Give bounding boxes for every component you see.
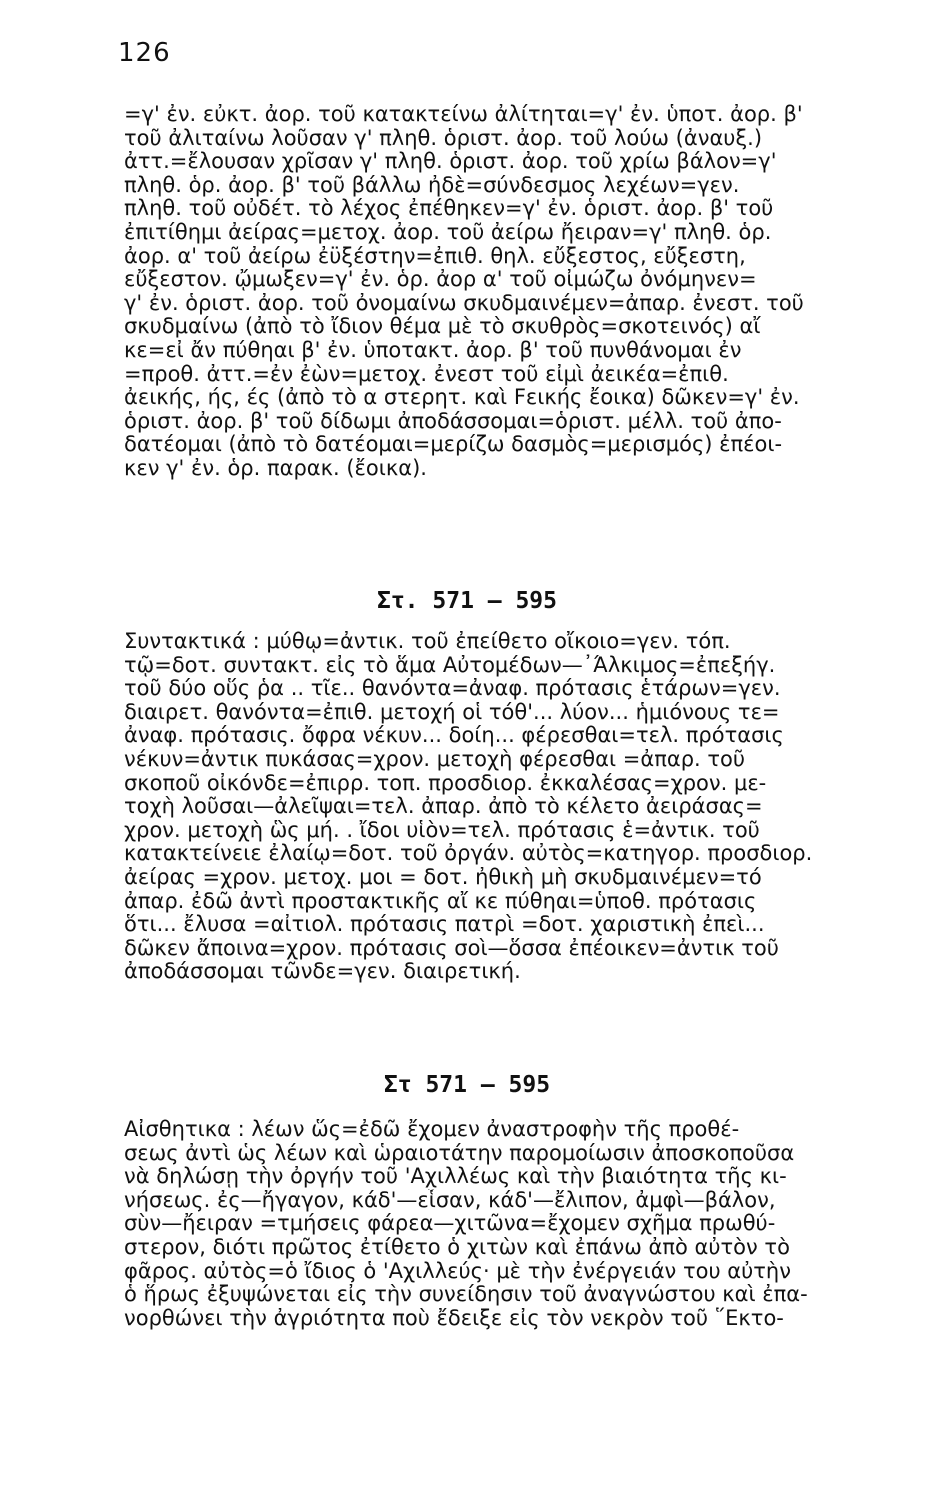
text-line: τοῦ δύο οὕς ῥα .. τῖε.. θανόντα=ἀναφ. πρότασις ἑτάρων=γεν.: [124, 677, 781, 701]
text-line: σκυδμαίνω (ἀπὸ τὸ ἴδιον θέμα μὲ τὸ σκυθρὸς=σκοτεινός) αἴ: [124, 315, 761, 339]
text-line: ἀποδάσσομαι τῶνδε=γεν. διαιρετική.: [124, 960, 521, 984]
text-line: στερον, διότι πρῶτος ἐτίθετο ὁ χιτὼν καὶ ἐπάνω ἀπὸ αὐτὸν τὸ: [124, 1235, 790, 1259]
text-line: σκοποῦ οἰκόνδε=ἐπιρρ. τοπ. προσδιορ. ἐκκαλέσας=χρον. με-: [124, 771, 767, 795]
text-line: νέκυν=ἀντικ πυκάσας=χρον. μετοχὴ φέρεσθαι =ἀπαρ. τοῦ: [124, 747, 746, 771]
text-line: ὅτι... ἔλυσα =αἰτιολ. πρότασις πατρὶ =δοτ. χαριστικὴ ἐπεὶ...: [124, 913, 765, 937]
text-line: ἀεικής, ής, ές (ἀπὸ τὸ α στερητ. καὶ Fεικής ἔοικα) δῶκεν=γ' ἐν.: [124, 386, 800, 410]
text-line: πληθ. τοῦ οὐδέτ. τὸ λέχος ἐπέθηκεν=γ' ἐν. ὁριστ. ἀορ. β' τοῦ: [124, 197, 774, 221]
text-line: ἀττ.=ἔλουσαν χρῖσαν γ' πληθ. ὁριστ. ἀορ. τοῦ χρίω βάλον=γ': [124, 150, 777, 174]
section-heading: Στ 571 — 595: [383, 1072, 551, 1098]
text-line: νορθώνει τὴν ἀγριότητα ποὺ ἔδειξε εἰς τὸν νεκρὸν τοῦ ῞Εκτο-: [124, 1306, 784, 1330]
syntax-notes-block: [124, 630, 924, 984]
text-line: δῶκεν ἄποινα=χρον. πρότασις σοὶ—ὅσσα ἐπέοικεν=ἀντικ τοῦ: [124, 936, 779, 960]
page-number: 126: [118, 38, 171, 68]
text-line: ἀείρας =χρον. μετοχ. μοι = δοτ. ἠθικὴ μὴ σκυδμαινέμεν=τό: [124, 865, 762, 889]
text-line: Αἰσθητικα : λέων ὥς=ἐδῶ ἔχομεν ἀναστροφὴν τῆς προθέ-: [124, 1118, 740, 1141]
text-line: =γ' ἐν. εὐκτ. ἀορ. τοῦ κατακτείνω ἀλίτηται=γ' ἐν. ὑποτ. ἀορ. β': [124, 103, 803, 126]
text-line: σεως ἀντὶ ὡς λέων καὶ ὡραιοτάτην παρομοίωσιν ἀποσκοποῦσα: [124, 1141, 795, 1165]
text-line: ἀπαρ. ἐδῶ ἀντὶ προστακτικῆς αἴ κε πύθηαι=ὑποθ. πρότασις: [124, 889, 757, 913]
text-line: ὁ ἥρως ἐξυψώνεται εἰς τὴν συνείδησιν τοῦ ἀναγνώστου καὶ ἐπα-: [124, 1283, 808, 1307]
text-line: ἀορ. α' τοῦ ἀείρω ἐϋξέστην=ἐπιθ. θηλ. εὔξεστος, εὔξεστη,: [124, 244, 746, 268]
text-line: ἐπιτίθημι ἀείρας=μετοχ. ἀορ. τοῦ ἀείρω ἤειραν=γ' πληθ. ὁρ.: [124, 220, 772, 244]
text-line: τῷ=δοτ. συντακτ. εἰς τὸ ἅμα Αὐτομέδων—᾿Άλκιμος=ἐπεξήγ.: [124, 653, 776, 677]
text-line: κατακτείνειε ἐλαίῳ=δοτ. τοῦ ὀργάν. αὐτὸς=κατηγορ. προσδιορ.: [124, 842, 813, 866]
text-line: =προθ. ἀττ.=ἐν ἐὼν=μετοχ. ἐνεστ τοῦ εἰμὶ ἀεικέα=ἐπιθ.: [124, 362, 729, 386]
section-heading: Στ. 571 — 595: [376, 588, 557, 614]
text-line: τοῦ ἀλιταίνω λοῦσαν γ' πληθ. ὁριστ. ἀορ. τοῦ λούω (ἀναυξ.): [124, 126, 763, 150]
text-line: εὔξεστον. ᾤμωξεν=γ' ἐν. ὁρ. ἀορ α' τοῦ οἰμώζω ὀνόμηνεν=: [124, 268, 757, 292]
text-line: χρον. μετοχὴ ὣς μή. . ἴδοι υἱὸν=τελ. πρότασις ἑ=ἀντικ. τοῦ: [124, 818, 760, 842]
text-line: δατέομαι (ἀπὸ τὸ δατέομαι=μερίζω δασμὸς=μερισμός) ἐπέοι-: [124, 433, 783, 457]
text-line: διαιρετ. θανόντα=ἐπιθ. μετοχή οἱ τόθ'... λύον... ἡμιόνους τε=: [124, 700, 780, 724]
text-line: κε=εἰ ἄν πύθηαι β' ἐν. ὑποτακτ. ἀορ. β' τοῦ πυνθάνομαι ἐν: [124, 338, 742, 362]
text-line: νήσεως. ἐς—ἤγαγον, κάδ'—εἷσαν, κάδ'—ἔλιπον, ἀμφὶ—βάλον,: [124, 1188, 776, 1212]
aesthetic-notes-block: [124, 1118, 924, 1330]
text-line: κεν γ' ἐν. ὁρ. παρακ. (ἔοικα).: [124, 456, 427, 480]
text-line: τοχὴ λοῦσαι—ἀλεῖψαι=τελ. ἀπαρ. ἀπὸ τὸ κέλετο ἀειράσας=: [124, 795, 763, 819]
text-line: γ' ἐν. ὁριστ. ἀορ. τοῦ ὀνομαίνω σκυδμαινέμεν=ἀπαρ. ἐνεστ. τοῦ: [124, 291, 804, 315]
text-line: σὺν—ἤειραν =τμήσεις φάρεα—χιτῶνα=ἔχομεν σχῆμα πρωθύ-: [124, 1212, 776, 1236]
text-line: νὰ δηλώσῃ τὴν ὀργήν τοῦ 'Αχιλλέως καὶ τὴν βιαιότητα τῆς κι-: [124, 1165, 787, 1189]
text-line: φᾶρος. αὐτὸς=ὁ ἴδιος ὁ 'Αχιλλεύς· μὲ τὴν ἐνέργειάν του αὐτὴν: [124, 1259, 791, 1283]
text-line: Συντακτικά : μύθῳ=ἀντικ. τοῦ ἐπείθετο οἴκοιο=γεν. τόπ.: [124, 630, 731, 653]
vocabulary-notes-block: [124, 103, 924, 481]
text-line: ὁριστ. ἀορ. β' τοῦ δίδωμι ἀποδάσσομαι=ὁριστ. μέλλ. τοῦ ἀπο-: [124, 409, 782, 433]
text-line: ἀναφ. πρότασις. ὄφρα νέκυν... δοίη... φέρεσθαι=τελ. πρότασις: [124, 724, 784, 748]
text-line: πληθ. ὁρ. ἀορ. β' τοῦ βάλλω ἠδὲ=σύνδεσμος λεχέων=γεν.: [124, 173, 740, 197]
